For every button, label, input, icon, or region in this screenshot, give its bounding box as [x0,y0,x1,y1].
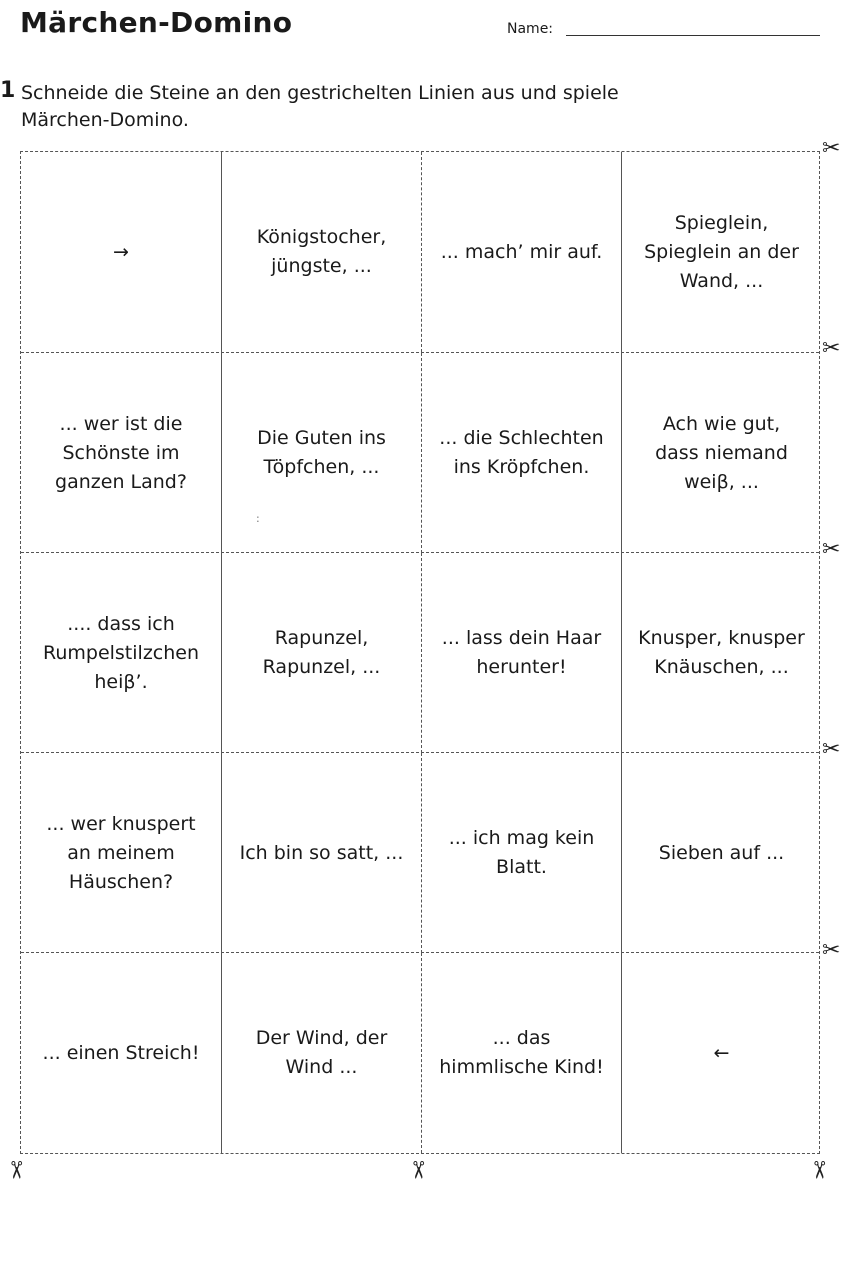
domino-cell [21,753,221,953]
domino-cell [221,953,421,1153]
domino-cell [421,353,621,553]
scissors-icon: ✂ [822,938,841,963]
scissors-icon: ✂ [805,1159,834,1181]
domino-cell [421,152,621,352]
domino-cell [421,953,621,1153]
scissors-icon: ✂ [822,336,841,361]
domino-text: ... wer knuspert an meinem Häuschen? [46,812,196,893]
scissors-icon: ✂ [404,1159,433,1181]
domino-cell [621,553,821,753]
domino-text: ... mach’ mir auf. [440,240,603,263]
domino-text: Der Wind, der Wind ... [255,1027,388,1078]
domino-cell [621,953,821,1153]
name-field[interactable] [566,35,820,36]
domino-row-4 [21,752,819,953]
task-number: 1 [0,78,16,103]
domino-text: ← [713,1041,730,1064]
domino-text: ... einen Streich! [42,1041,200,1064]
domino-text: Ach wie gut, dass niemand weiβ, ... [655,412,788,493]
scissors-icon: ✂ [822,136,841,161]
domino-cell [221,753,421,953]
domino-cell [21,953,221,1153]
name-label: Name: [507,21,554,37]
instruction-line-1: Schneide die Steine an den gestrichelten Linien aus und spiele [21,82,619,104]
domino-text: Rapunzel, Rapunzel, ... [262,627,381,678]
domino-cell [221,353,421,553]
domino-row-3 [21,552,819,753]
domino-row-2 [21,352,819,553]
domino-text: Die Guten ins Töpfchen, ... [257,427,386,478]
domino-row-5 [21,952,819,1153]
stray-mark: : [256,512,260,525]
domino-cell [421,553,621,753]
scissors-icon: ✂ [2,1159,31,1181]
domino-text: ... das himmlische Kind! [439,1027,604,1078]
domino-cell [221,152,421,352]
domino-text: Ich bin so satt, ... [239,841,404,864]
scissors-icon: ✂ [822,537,841,562]
scissors-icon: ✂ [822,737,841,762]
instruction-line-2: Märchen-Domino. [21,109,189,131]
domino-text: ... wer ist die Schönste im ganzen Land? [55,412,187,493]
domino-cell [21,152,221,352]
domino-text: Spieglein, Spieglein an der Wand, ... [644,211,799,292]
domino-row-1 [21,152,819,352]
domino-cell [621,753,821,953]
domino-text: → [113,240,129,263]
domino-text: Sieben auf ... [658,841,785,864]
domino-cell [21,553,221,753]
domino-grid [20,151,820,1154]
domino-cell [621,152,821,352]
domino-text: Knusper, knusper Knäuschen, ... [638,627,805,678]
page-title: Märchen-Domino [20,6,293,39]
domino-cell [21,353,221,553]
domino-cell [421,753,621,953]
domino-cell [221,553,421,753]
domino-text: ... lass dein Haar herunter! [441,627,602,678]
domino-text: .... dass ich Rumpelstilzchen heiβ’. [42,612,200,693]
domino-text: ... die Schlechten ins Kröpfchen. [439,427,604,478]
task-instruction [21,80,721,134]
domino-cell [621,353,821,553]
domino-text: Königstocher, jüngste, ... [256,226,387,277]
domino-text: ... ich mag kein Blatt. [448,827,595,878]
